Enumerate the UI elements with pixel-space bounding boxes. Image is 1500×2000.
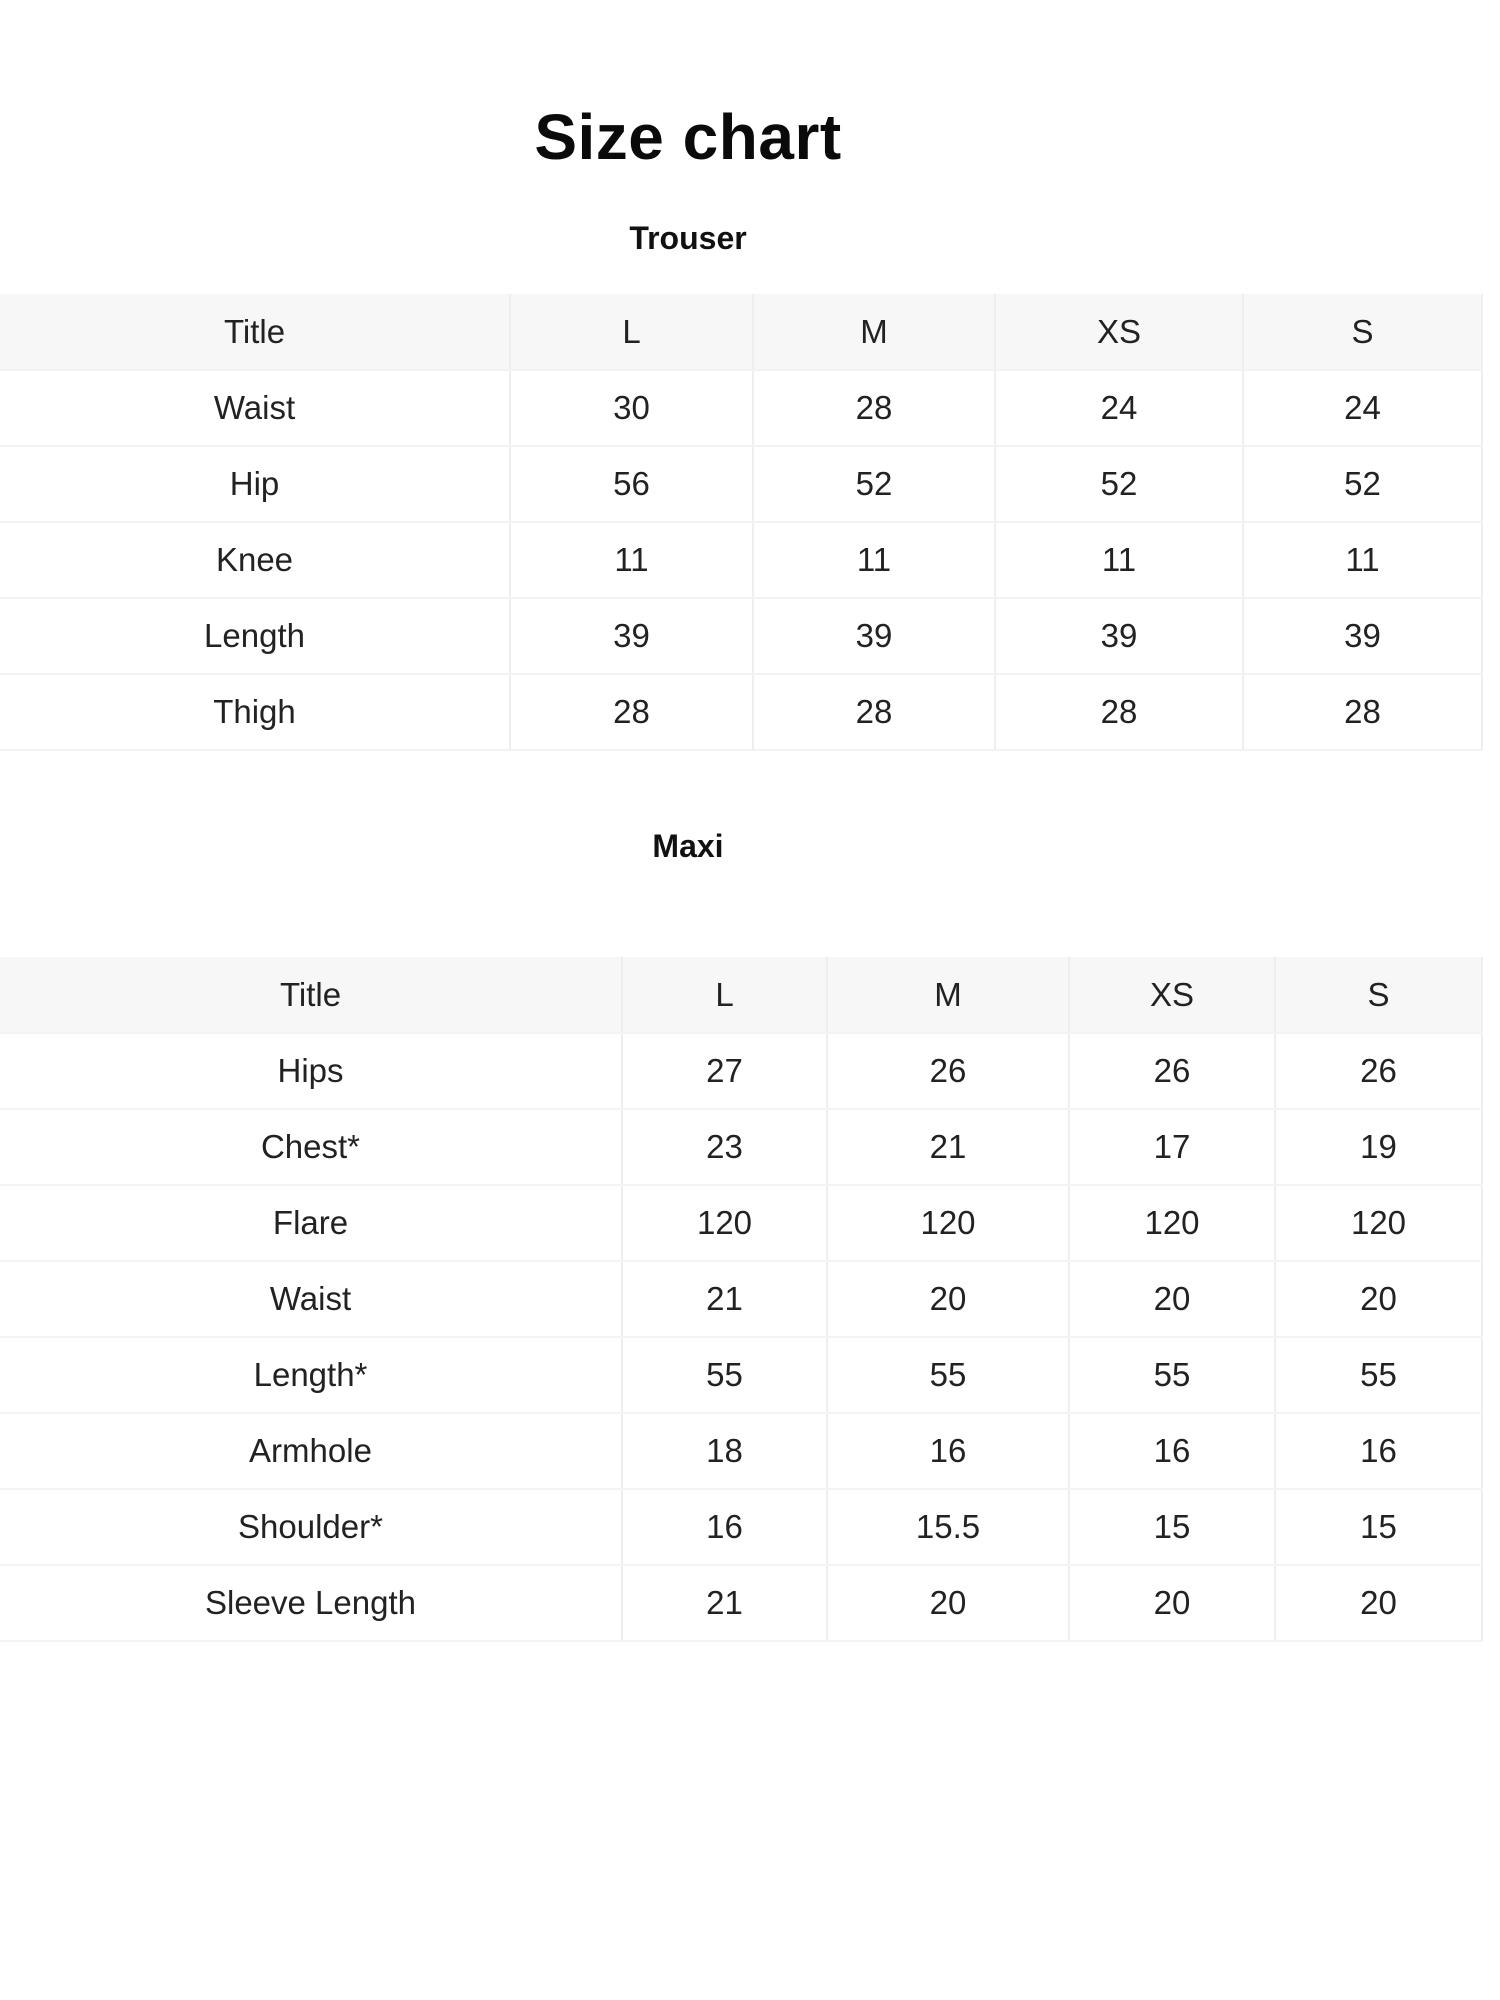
table-row bbox=[0, 674, 1482, 750]
column-header-s: S bbox=[1243, 294, 1482, 370]
maxi-section-title: Maxi bbox=[652, 828, 724, 864]
table-cell: 21 bbox=[622, 1565, 827, 1641]
table-cell: 52 bbox=[995, 446, 1243, 522]
row-label: Length* bbox=[0, 1337, 622, 1413]
table-cell: 39 bbox=[995, 598, 1243, 674]
table-row bbox=[0, 1109, 1482, 1185]
table-cell: 28 bbox=[1243, 674, 1482, 750]
row-label: Thigh bbox=[0, 674, 510, 750]
table-cell: 20 bbox=[827, 1565, 1069, 1641]
column-header-s: S bbox=[1275, 957, 1482, 1033]
table-cell: 11 bbox=[995, 522, 1243, 598]
table-cell: 17 bbox=[1069, 1109, 1275, 1185]
table-cell: 20 bbox=[1069, 1261, 1275, 1337]
table-cell: 28 bbox=[995, 674, 1243, 750]
trouser-section-title: Trouser bbox=[629, 220, 747, 256]
table-cell: 28 bbox=[753, 674, 995, 750]
row-label: Waist bbox=[0, 1261, 622, 1337]
table-cell: 120 bbox=[1275, 1185, 1482, 1261]
row-label: Hips bbox=[0, 1033, 622, 1109]
table-cell: 56 bbox=[510, 446, 753, 522]
table-row bbox=[0, 1565, 1482, 1641]
table-cell: 27 bbox=[622, 1033, 827, 1109]
column-header-l: L bbox=[510, 294, 753, 370]
column-header-m: M bbox=[827, 957, 1069, 1033]
row-label: Knee bbox=[0, 522, 510, 598]
table-cell: 16 bbox=[1069, 1413, 1275, 1489]
row-label: Waist bbox=[0, 370, 510, 446]
table-row bbox=[0, 1185, 1482, 1261]
column-header-xs: XS bbox=[995, 294, 1243, 370]
table-cell: 26 bbox=[1069, 1033, 1275, 1109]
row-label: Length bbox=[0, 598, 510, 674]
table-cell: 30 bbox=[510, 370, 753, 446]
table-row bbox=[0, 446, 1482, 522]
table-cell: 21 bbox=[622, 1261, 827, 1337]
table-cell: 20 bbox=[1275, 1565, 1482, 1641]
table-cell: 15 bbox=[1069, 1489, 1275, 1565]
table-cell: 11 bbox=[1243, 522, 1482, 598]
table-cell: 24 bbox=[995, 370, 1243, 446]
page-title: Size chart bbox=[534, 101, 842, 173]
table-cell: 18 bbox=[622, 1413, 827, 1489]
table-cell: 24 bbox=[1243, 370, 1482, 446]
table-cell: 20 bbox=[827, 1261, 1069, 1337]
table-cell: 23 bbox=[622, 1109, 827, 1185]
trouser-size-table bbox=[0, 294, 1483, 751]
column-header-l: L bbox=[622, 957, 827, 1033]
table-row bbox=[0, 1261, 1482, 1337]
row-label: Chest* bbox=[0, 1109, 622, 1185]
table-cell: 52 bbox=[753, 446, 995, 522]
table-cell: 28 bbox=[753, 370, 995, 446]
table-cell: 120 bbox=[827, 1185, 1069, 1261]
row-label: Sleeve Length bbox=[0, 1565, 622, 1641]
table-cell: 52 bbox=[1243, 446, 1482, 522]
table-cell: 16 bbox=[827, 1413, 1069, 1489]
table-row bbox=[0, 1413, 1482, 1489]
table-cell: 16 bbox=[622, 1489, 827, 1565]
table-cell: 11 bbox=[753, 522, 995, 598]
table-header-row bbox=[0, 294, 1482, 370]
column-header-title: Title bbox=[0, 957, 622, 1033]
table-cell: 55 bbox=[827, 1337, 1069, 1413]
table-row bbox=[0, 1489, 1482, 1565]
row-label: Flare bbox=[0, 1185, 622, 1261]
table-cell: 55 bbox=[1069, 1337, 1275, 1413]
table-cell: 39 bbox=[1243, 598, 1482, 674]
row-label: Armhole bbox=[0, 1413, 622, 1489]
table-cell: 20 bbox=[1275, 1261, 1482, 1337]
table-cell: 21 bbox=[827, 1109, 1069, 1185]
table-cell: 15.5 bbox=[827, 1489, 1069, 1565]
table-row bbox=[0, 1033, 1482, 1109]
table-cell: 20 bbox=[1069, 1565, 1275, 1641]
table-cell: 26 bbox=[827, 1033, 1069, 1109]
maxi-size-table bbox=[0, 957, 1483, 1642]
table-cell: 26 bbox=[1275, 1033, 1482, 1109]
table-row bbox=[0, 522, 1482, 598]
table-row bbox=[0, 1337, 1482, 1413]
column-header-xs: XS bbox=[1069, 957, 1275, 1033]
table-cell: 120 bbox=[622, 1185, 827, 1261]
table-cell: 55 bbox=[622, 1337, 827, 1413]
table-cell: 16 bbox=[1275, 1413, 1482, 1489]
table-row bbox=[0, 598, 1482, 674]
table-cell: 19 bbox=[1275, 1109, 1482, 1185]
table-cell: 39 bbox=[753, 598, 995, 674]
table-header-row bbox=[0, 957, 1482, 1033]
table-cell: 28 bbox=[510, 674, 753, 750]
table-cell: 39 bbox=[510, 598, 753, 674]
table-row bbox=[0, 370, 1482, 446]
column-header-title: Title bbox=[0, 294, 510, 370]
table-cell: 120 bbox=[1069, 1185, 1275, 1261]
row-label: Hip bbox=[0, 446, 510, 522]
row-label: Shoulder* bbox=[0, 1489, 622, 1565]
table-cell: 55 bbox=[1275, 1337, 1482, 1413]
column-header-m: M bbox=[753, 294, 995, 370]
table-cell: 11 bbox=[510, 522, 753, 598]
table-cell: 15 bbox=[1275, 1489, 1482, 1565]
